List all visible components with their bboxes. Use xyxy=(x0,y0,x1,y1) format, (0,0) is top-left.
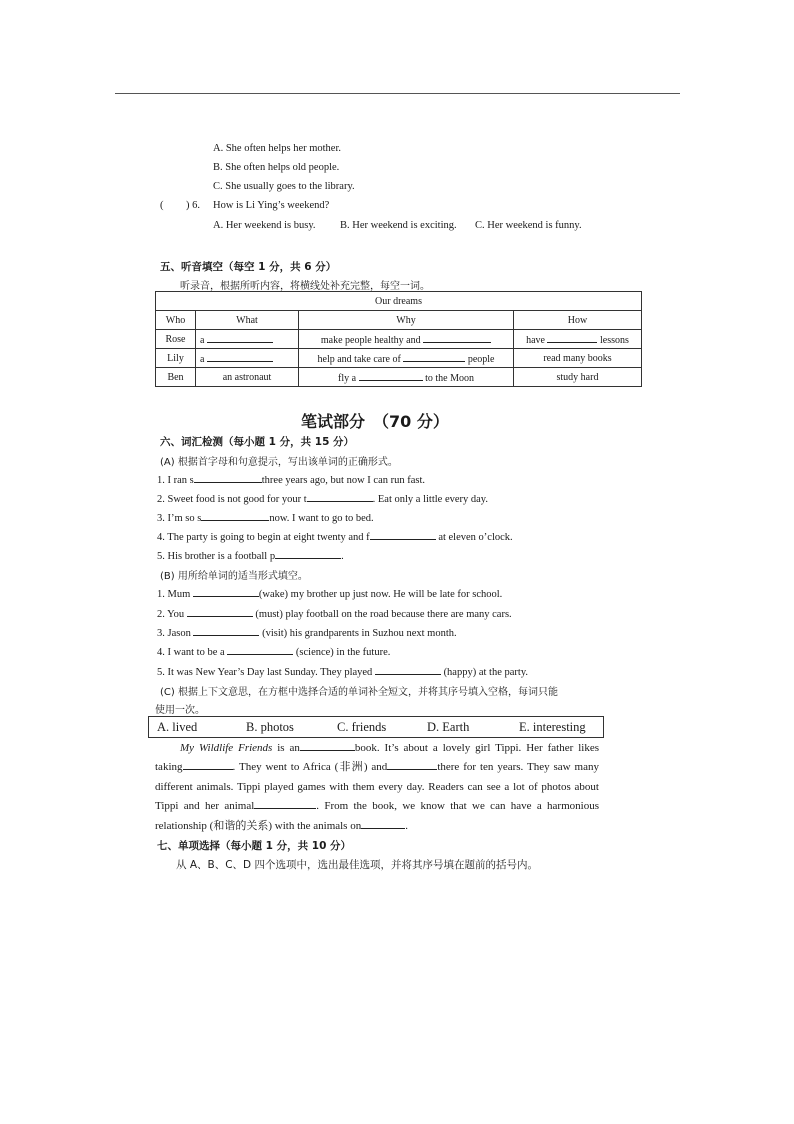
item-text: . Eat only a little every day. xyxy=(372,494,488,505)
item-text: (science) in the future. xyxy=(293,647,391,658)
passage-text: . They went to Africa (非洲) and xyxy=(232,761,388,774)
passage-text: book. It’s about a lovely girl Tippi. Her father likes taking xyxy=(155,742,599,774)
answer-blank[interactable] xyxy=(207,351,273,362)
partB-item xyxy=(157,664,528,678)
what-cell xyxy=(196,349,299,368)
item-text: now. I want to go to bed. xyxy=(269,513,374,524)
answer-blank[interactable] xyxy=(547,332,597,343)
item-text: three years ago, but now I can run fast. xyxy=(261,475,426,486)
answer-blank[interactable] xyxy=(370,529,436,540)
answer-blank[interactable] xyxy=(254,798,316,809)
word-option: C. friends xyxy=(337,720,387,734)
word-options-box xyxy=(148,716,604,738)
item-text: 3. I’m so s xyxy=(157,513,202,524)
partC-instruction-cont: 使用一次。 xyxy=(155,705,205,716)
answer-blank[interactable] xyxy=(387,759,437,770)
section5-heading: 五、听音填空（每空 1 分，共 6 分） xyxy=(160,261,337,273)
section6-heading: 六、词汇检测（每小题 1 分，共 15 分） xyxy=(160,436,355,448)
partA-item xyxy=(157,491,488,505)
word-option: D. Earth xyxy=(427,720,470,734)
table-row xyxy=(156,349,642,368)
header-what: What xyxy=(196,311,299,330)
item-text: (happy) at the party. xyxy=(440,667,529,678)
q6-question: How is Li Ying’s weekend? xyxy=(213,200,330,211)
top-rule xyxy=(115,93,680,94)
why-cell xyxy=(299,368,514,387)
what-prefix: a xyxy=(200,335,205,346)
passage-text: . From the book, we know that we can have a harmonious relationship (和谐的关系) with the animals on xyxy=(155,800,599,832)
written-part-title: 笔试部分 （70 分） xyxy=(301,412,449,431)
answer-blank[interactable] xyxy=(307,491,373,502)
passage-text: is an xyxy=(272,742,300,754)
q5-option-c: C. She usually goes to the library. xyxy=(213,181,355,192)
answer-blank[interactable] xyxy=(194,472,262,483)
how-cell: study hard xyxy=(514,368,642,387)
item-text: 5. It was New Year’s Day last Sunday. They played xyxy=(157,667,375,678)
answer-blank[interactable] xyxy=(207,332,273,343)
header-how: How xyxy=(514,311,642,330)
header-why: Why xyxy=(299,311,514,330)
q6-option-a: A. Her weekend is busy. xyxy=(213,220,316,231)
item-text: (visit) his grandparents in Suzhou next month. xyxy=(259,628,457,639)
table-header-row xyxy=(156,311,642,330)
q6-option-b: B. Her weekend is exciting. xyxy=(340,220,457,231)
item-text: at eleven o’clock. xyxy=(435,532,513,543)
who-cell: Ben xyxy=(156,368,196,387)
partC-instruction: (C) 根据上下文意思，在方框中选择合适的单词补全短文，并将其序号填入空格，每词只能 xyxy=(160,687,558,698)
q5-option-a: A. She often helps her mother. xyxy=(213,143,342,154)
item-text: 5. His brother is a football p xyxy=(157,551,276,562)
who-cell: Rose xyxy=(156,330,196,349)
answer-blank[interactable] xyxy=(423,332,491,343)
partB-instruction: (B) 用所给单词的适当形式填空。 xyxy=(160,571,308,582)
header-who: Who xyxy=(156,311,196,330)
passage-text: . xyxy=(405,819,408,832)
item-text: 2. You xyxy=(157,609,187,620)
why-prefix: fly a xyxy=(338,373,357,384)
what-prefix: a xyxy=(200,354,205,365)
q5-option-b: B. She often helps old people. xyxy=(213,162,340,173)
why-suffix: people xyxy=(467,354,495,365)
table-row xyxy=(156,330,642,349)
passage-text: there for ten years. They saw many different animals. Tippi played games with them every day. Readers can see a lot of photos about Tippi and her animal xyxy=(155,761,599,813)
section7-heading: 七、单项选择（每小题 1 分，共 10 分） xyxy=(157,840,352,852)
item-text: (wake) my brother up just now. He will be late for school. xyxy=(258,589,503,600)
book-title: My Wildlife Friends xyxy=(180,742,273,754)
item-text: 2. Sweet food is not good for your t xyxy=(157,494,307,505)
how-suffix: lessons xyxy=(599,335,629,346)
q6-number: ) 6. xyxy=(186,200,200,211)
item-text: (must) play football on the road because there are many cars. xyxy=(252,609,512,620)
answer-blank[interactable] xyxy=(227,644,293,655)
item-text: 3. Jason xyxy=(157,628,194,639)
answer-blank[interactable] xyxy=(359,370,423,381)
answer-blank[interactable] xyxy=(403,351,465,362)
partA-instruction: (A) 根据首字母和句意提示，写出该单词的正确形式。 xyxy=(160,457,398,468)
word-option: A. lived xyxy=(157,720,198,734)
partB-item xyxy=(157,586,502,600)
word-option: E. interesting xyxy=(519,720,586,734)
answer-blank[interactable] xyxy=(193,625,259,636)
item-text: . xyxy=(341,551,344,562)
how-prefix: have xyxy=(526,335,545,346)
partB-item xyxy=(157,625,457,639)
item-text: 4. The party is going to begin at eight twenty and f xyxy=(157,532,370,543)
how-cell xyxy=(514,330,642,349)
why-suffix: to the Moon xyxy=(425,373,474,384)
why-cell xyxy=(299,349,514,368)
how-cell: read many books xyxy=(514,349,642,368)
why-prefix: help and take care of xyxy=(317,354,401,365)
item-text: 1. Mum xyxy=(157,589,193,600)
who-cell: Lily xyxy=(156,349,196,368)
answer-blank[interactable] xyxy=(201,510,269,521)
q6-paren-open: ( xyxy=(160,200,164,211)
partB-item xyxy=(157,606,512,620)
partB-item xyxy=(157,644,390,658)
partA-item xyxy=(157,472,425,486)
what-cell: an astronaut xyxy=(196,368,299,387)
cloze-passage xyxy=(155,739,599,836)
what-cell xyxy=(196,330,299,349)
section5-instruction: 听录音，根据所听内容，将横线处补充完整，每空一词。 xyxy=(180,281,430,292)
answer-blank[interactable] xyxy=(361,818,405,829)
partA-item xyxy=(157,510,374,524)
section7-instruction: 从 A、B、C、D 四个选项中，选出最佳选项，并将其序号填在题前的括号内。 xyxy=(176,859,538,871)
why-cell xyxy=(299,330,514,349)
table-title: Our dreams xyxy=(156,292,642,311)
word-option: B. photos xyxy=(246,720,294,734)
answer-blank[interactable] xyxy=(183,759,233,770)
answer-blank[interactable] xyxy=(187,606,253,617)
answer-blank[interactable] xyxy=(193,586,259,597)
q6-option-c: C. Her weekend is funny. xyxy=(475,220,582,231)
partA-item xyxy=(157,548,344,562)
partA-item xyxy=(157,529,513,543)
item-text: 1. I ran s xyxy=(157,475,194,486)
table-row xyxy=(156,368,642,387)
answer-blank[interactable] xyxy=(275,548,341,559)
answer-blank[interactable] xyxy=(300,740,355,751)
item-text: 4. I want to be a xyxy=(157,647,228,658)
answer-blank[interactable] xyxy=(375,664,441,675)
why-prefix: make people healthy and xyxy=(320,335,421,346)
dreams-table xyxy=(155,291,642,387)
